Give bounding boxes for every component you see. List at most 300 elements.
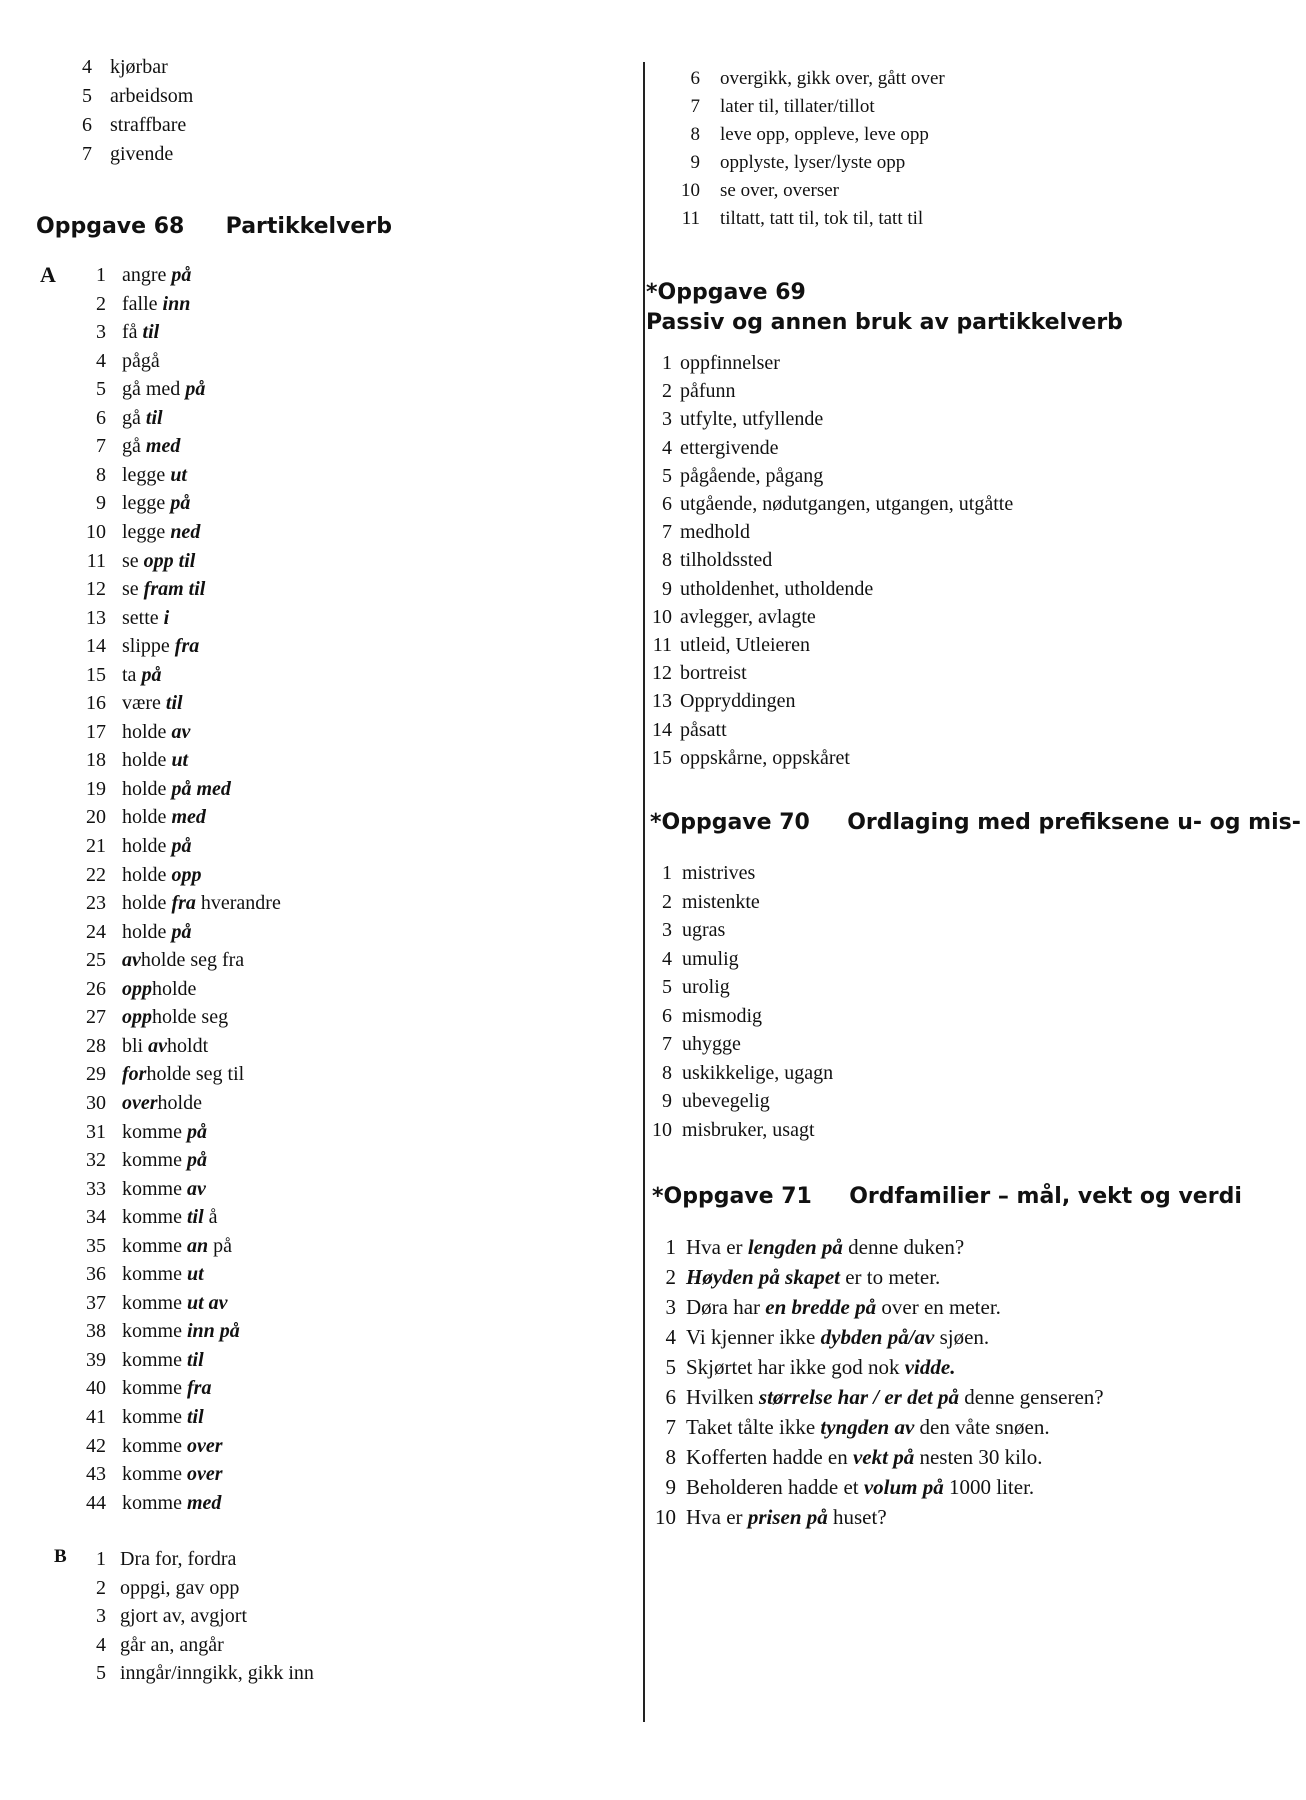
item-text-part: nesten 30 kilo. bbox=[914, 1445, 1043, 1469]
column-divider bbox=[643, 62, 645, 1722]
item-number: 43 bbox=[86, 1463, 106, 1486]
item-number: 10 bbox=[86, 520, 106, 543]
list-item bbox=[56, 1061, 244, 1087]
item-text: misbruker, usagt bbox=[682, 1118, 815, 1141]
item-text bbox=[122, 1490, 221, 1516]
item-text-part: sette bbox=[122, 606, 164, 629]
answer-emphasis: på med bbox=[171, 777, 231, 800]
list-item bbox=[56, 1033, 208, 1059]
list-item bbox=[646, 491, 1013, 517]
ex68-section-a-label: A bbox=[40, 262, 56, 287]
item-text: umulig bbox=[682, 947, 739, 970]
item-number: 15 bbox=[86, 663, 106, 686]
item-text bbox=[686, 1504, 887, 1530]
item-text-part: gå bbox=[122, 406, 146, 429]
item-text: uhygge bbox=[682, 1033, 741, 1055]
list-item bbox=[56, 462, 187, 488]
list-item bbox=[646, 946, 739, 972]
item-number: 5 bbox=[665, 1355, 676, 1379]
item-text: kjørbar bbox=[110, 56, 168, 78]
item-text: ettergivende bbox=[680, 436, 779, 459]
item-number: 35 bbox=[86, 1234, 106, 1257]
answer-emphasis: ut bbox=[187, 1263, 204, 1286]
answer-emphasis: opp bbox=[122, 977, 152, 1000]
item-text bbox=[122, 1318, 240, 1344]
answer-emphasis: opp bbox=[122, 1006, 152, 1029]
list-item bbox=[56, 1233, 232, 1259]
item-text: mistenkte bbox=[682, 890, 760, 913]
item-number: 40 bbox=[86, 1377, 106, 1400]
item-number: 20 bbox=[86, 806, 106, 829]
item-number: 10 bbox=[681, 180, 700, 201]
item-number: 10 bbox=[652, 1118, 672, 1141]
item-number: 4 bbox=[96, 349, 106, 372]
item-text bbox=[686, 1414, 1050, 1440]
answer-emphasis: til bbox=[187, 1348, 204, 1371]
answer-emphasis: inn på bbox=[187, 1320, 240, 1343]
answer-emphasis: fra bbox=[174, 635, 200, 658]
answer-emphasis: fram til bbox=[143, 578, 206, 601]
answer-emphasis: ut bbox=[171, 749, 189, 772]
item-number: 9 bbox=[662, 577, 672, 600]
answer-emphasis: vidde. bbox=[904, 1355, 956, 1379]
item-text bbox=[122, 519, 200, 545]
answer-emphasis: tyngden av bbox=[820, 1415, 915, 1439]
list-item bbox=[56, 519, 200, 545]
list-item bbox=[56, 919, 191, 945]
item-text bbox=[122, 376, 205, 402]
list-item bbox=[56, 890, 281, 916]
item-text-part: komme bbox=[122, 1348, 187, 1371]
item-number: 37 bbox=[86, 1291, 106, 1314]
list-item bbox=[646, 860, 755, 886]
item-number: 38 bbox=[86, 1320, 106, 1343]
ex71-title: *Oppgave 71 bbox=[652, 1184, 812, 1209]
item-number: 2 bbox=[96, 292, 106, 315]
answer-emphasis: til bbox=[187, 1206, 204, 1229]
answer-emphasis: av bbox=[148, 1034, 168, 1057]
item-text-part: komme bbox=[122, 1406, 187, 1428]
item-text-part: få bbox=[122, 321, 143, 344]
item-number: 4 bbox=[96, 1633, 106, 1656]
item-text-part: komme bbox=[122, 1291, 187, 1314]
list-item bbox=[56, 262, 191, 288]
item-text bbox=[122, 462, 187, 488]
item-text: straffbare bbox=[110, 114, 187, 136]
item-number: 23 bbox=[86, 892, 106, 915]
answer-emphasis: prisen på bbox=[747, 1505, 828, 1529]
answer-emphasis: ned bbox=[170, 520, 201, 543]
answer-emphasis: vekt på bbox=[852, 1445, 915, 1469]
item-text-part: på bbox=[208, 1234, 233, 1257]
list-item bbox=[56, 1404, 204, 1430]
answer-emphasis: av bbox=[171, 720, 191, 743]
item-number: 9 bbox=[96, 492, 106, 515]
item-number: 5 bbox=[82, 85, 92, 107]
answer-emphasis: lengden på bbox=[747, 1235, 843, 1259]
answer-emphasis: størrelse har / er det på bbox=[758, 1385, 959, 1409]
list-item bbox=[646, 917, 725, 943]
list-item bbox=[56, 1375, 211, 1401]
item-text: oppfinnelser bbox=[680, 352, 780, 374]
item-text: går an, angår bbox=[120, 1633, 224, 1656]
list-item bbox=[646, 1031, 741, 1057]
answer-emphasis: av bbox=[122, 949, 141, 972]
list-item bbox=[646, 1414, 1050, 1440]
list-item bbox=[646, 519, 750, 545]
item-text-part: holde bbox=[122, 777, 172, 800]
ex69-subtitle: Passiv og annen bruk av partikkelverb bbox=[646, 310, 1123, 335]
item-text-part: holde bbox=[157, 1091, 202, 1114]
item-number: 5 bbox=[96, 378, 106, 401]
list-item bbox=[56, 291, 190, 317]
item-number: 5 bbox=[96, 1662, 106, 1684]
answer-emphasis: fra bbox=[171, 892, 196, 915]
answer-emphasis: over bbox=[122, 1091, 158, 1114]
item-text-part: Hva er bbox=[686, 1235, 748, 1259]
item-text-part: holde bbox=[122, 892, 172, 915]
item-text bbox=[122, 1204, 218, 1230]
answer-emphasis: opp bbox=[171, 863, 202, 886]
item-text: bortreist bbox=[680, 662, 747, 685]
list-item bbox=[56, 1347, 204, 1373]
list-item bbox=[80, 1660, 314, 1686]
list-item bbox=[646, 1444, 1043, 1470]
item-text: ubevegelig bbox=[682, 1090, 770, 1112]
item-text-part: komme bbox=[122, 1234, 187, 1257]
item-text: oppgi, gav opp bbox=[120, 1576, 240, 1599]
item-number: 19 bbox=[86, 777, 106, 800]
list-item bbox=[668, 150, 905, 176]
list-item bbox=[56, 1490, 221, 1516]
item-text-part: hverandre bbox=[195, 892, 281, 915]
answer-emphasis: med bbox=[145, 435, 181, 458]
list-item bbox=[56, 947, 244, 973]
list-item bbox=[56, 1176, 206, 1202]
item-text bbox=[122, 919, 191, 945]
item-text-part: komme bbox=[122, 1120, 187, 1143]
item-text bbox=[122, 1033, 208, 1059]
item-number: 7 bbox=[662, 521, 672, 544]
item-number: 7 bbox=[690, 96, 700, 117]
list-item bbox=[80, 1546, 236, 1572]
list-item bbox=[646, 1264, 940, 1290]
item-number: 1 bbox=[96, 264, 106, 286]
item-text bbox=[122, 1004, 228, 1030]
item-number: 11 bbox=[86, 549, 106, 572]
item-text: givende bbox=[110, 143, 174, 165]
list-item bbox=[56, 319, 159, 345]
item-text bbox=[122, 719, 190, 745]
item-text bbox=[686, 1234, 964, 1260]
list-item bbox=[80, 1632, 224, 1658]
list-item bbox=[56, 1090, 202, 1116]
list-item bbox=[646, 406, 823, 432]
list-item bbox=[56, 1004, 228, 1030]
item-number: 9 bbox=[662, 1090, 672, 1112]
item-number: 7 bbox=[96, 435, 106, 458]
item-number: 14 bbox=[652, 718, 672, 741]
item-text-part: over en meter. bbox=[876, 1295, 1001, 1319]
item-text: gjort av, avgjort bbox=[120, 1605, 248, 1627]
item-text-part: holde seg til bbox=[146, 1063, 245, 1086]
item-text bbox=[122, 548, 195, 574]
item-number: 7 bbox=[662, 1033, 672, 1055]
list-item bbox=[646, 1324, 989, 1350]
ex70-title: *Oppgave 70 bbox=[650, 810, 810, 835]
list-item bbox=[646, 604, 816, 630]
ex69-title: *Oppgave 69 bbox=[646, 280, 806, 305]
item-number: 22 bbox=[86, 863, 106, 886]
item-number: 8 bbox=[662, 1061, 672, 1084]
item-text: utfylte, utfyllende bbox=[680, 408, 824, 431]
item-text bbox=[122, 976, 196, 1002]
item-text bbox=[122, 262, 191, 288]
item-number: 6 bbox=[665, 1385, 676, 1409]
ex70-heading bbox=[650, 810, 1301, 835]
item-number: 1 bbox=[662, 352, 672, 374]
list-item bbox=[646, 688, 796, 714]
item-text: inngår/inngikk, gikk inn bbox=[120, 1662, 314, 1684]
answer-emphasis: på bbox=[141, 663, 162, 686]
item-text: mistrives bbox=[682, 862, 756, 884]
list-item bbox=[668, 66, 945, 92]
list-item bbox=[646, 1088, 770, 1114]
answer-emphasis: til bbox=[165, 692, 183, 715]
item-number: 18 bbox=[86, 749, 106, 772]
item-number: 16 bbox=[86, 692, 106, 715]
item-number: 2 bbox=[665, 1265, 676, 1289]
answer-emphasis: med bbox=[187, 1491, 222, 1514]
list-item bbox=[56, 490, 190, 516]
item-text bbox=[122, 776, 231, 802]
item-number: 25 bbox=[86, 949, 106, 972]
list-item bbox=[56, 1204, 218, 1230]
item-text bbox=[686, 1444, 1043, 1470]
list-item bbox=[56, 576, 205, 602]
answer-emphasis: an bbox=[187, 1234, 209, 1257]
item-text bbox=[122, 1261, 204, 1287]
item-text-part: komme bbox=[122, 1206, 187, 1229]
item-text: leve opp, oppleve, leve opp bbox=[720, 124, 929, 145]
item-text bbox=[122, 862, 201, 888]
item-number: 29 bbox=[86, 1063, 106, 1086]
item-text bbox=[122, 319, 159, 345]
item-text bbox=[686, 1324, 989, 1350]
list-item bbox=[646, 1003, 762, 1029]
item-text bbox=[122, 1119, 207, 1145]
item-text bbox=[122, 405, 163, 431]
item-text: Dra for, fordra bbox=[120, 1548, 237, 1570]
item-number: 3 bbox=[662, 919, 672, 941]
item-number: 11 bbox=[652, 634, 672, 656]
item-text-part: Hva er bbox=[686, 1505, 748, 1529]
item-text-part: Kofferten hadde en bbox=[686, 1445, 853, 1469]
item-text-part: gå bbox=[122, 435, 146, 458]
item-text: overgikk, gikk over, gått over bbox=[720, 68, 945, 89]
item-text-part: holde bbox=[122, 749, 172, 772]
item-text-part: Beholderen hadde et bbox=[686, 1475, 864, 1499]
item-number: 9 bbox=[665, 1475, 676, 1499]
item-number: 4 bbox=[662, 947, 672, 970]
list-item bbox=[646, 378, 736, 404]
item-number: 32 bbox=[86, 1149, 106, 1172]
list-item bbox=[56, 1461, 223, 1487]
item-number: 36 bbox=[86, 1263, 106, 1286]
list-item bbox=[668, 94, 875, 120]
list-item bbox=[56, 862, 201, 888]
item-number: 3 bbox=[662, 408, 672, 431]
item-text: utgående, nødutgangen, utgangen, utgåtte bbox=[680, 493, 1014, 515]
list-item bbox=[80, 1575, 239, 1601]
item-text-part: holde bbox=[122, 920, 172, 943]
item-text-part: holde seg bbox=[152, 1006, 229, 1029]
item-text: ugras bbox=[682, 919, 726, 941]
item-text-part: Døra har bbox=[686, 1295, 766, 1319]
item-text-part: ta bbox=[122, 663, 142, 686]
list-item bbox=[646, 1354, 955, 1380]
list-item bbox=[56, 54, 168, 80]
list-item bbox=[56, 776, 231, 802]
item-text bbox=[122, 690, 183, 716]
list-item bbox=[56, 662, 161, 688]
list-item bbox=[646, 974, 730, 1000]
item-text bbox=[122, 804, 206, 830]
list-item bbox=[56, 112, 186, 138]
item-number: 17 bbox=[86, 720, 106, 743]
item-text-part: bli bbox=[122, 1034, 149, 1057]
item-text-part: komme bbox=[122, 1377, 187, 1400]
item-number: 6 bbox=[690, 68, 700, 89]
item-text bbox=[122, 1090, 202, 1116]
item-number: 24 bbox=[86, 920, 106, 943]
item-number: 7 bbox=[665, 1415, 676, 1439]
item-text bbox=[122, 1290, 228, 1316]
item-number: 3 bbox=[96, 321, 106, 344]
ex68-title: Oppgave 68 bbox=[36, 214, 185, 239]
ex68-heading bbox=[36, 214, 392, 239]
item-text bbox=[122, 890, 281, 916]
answer-emphasis: på bbox=[171, 264, 192, 286]
item-text: påfunn bbox=[680, 380, 736, 403]
list-item bbox=[646, 632, 810, 658]
answer-emphasis: på bbox=[170, 492, 191, 515]
item-text-part: angre bbox=[122, 264, 172, 286]
ex70-subtitle: Ordlaging med prefiksene u- og mis- bbox=[847, 810, 1301, 835]
item-text: Oppryddingen bbox=[680, 690, 796, 713]
list-item bbox=[668, 206, 923, 232]
item-text-part: Taket tålte ikke bbox=[686, 1415, 821, 1439]
item-number: 4 bbox=[82, 56, 92, 78]
item-text: se over, overser bbox=[720, 180, 839, 201]
item-text-part: komme bbox=[122, 1149, 187, 1172]
list-item bbox=[56, 548, 195, 574]
list-item bbox=[56, 719, 190, 745]
item-text-part: den våte snøen. bbox=[914, 1415, 1050, 1439]
item-number: 2 bbox=[662, 380, 672, 403]
item-text-part: denne duken? bbox=[842, 1235, 965, 1259]
answer-emphasis: dybden på/av bbox=[820, 1325, 935, 1349]
item-text-part: holdt bbox=[167, 1034, 209, 1057]
answer-emphasis: volum på bbox=[863, 1475, 944, 1499]
item-number: 26 bbox=[86, 977, 106, 1000]
item-text bbox=[122, 433, 180, 459]
item-text bbox=[122, 1347, 204, 1373]
list-item bbox=[646, 1234, 964, 1260]
item-number: 41 bbox=[86, 1406, 106, 1428]
list-item bbox=[646, 463, 823, 489]
item-number: 2 bbox=[662, 890, 672, 913]
item-number: 3 bbox=[665, 1295, 676, 1319]
item-number: 8 bbox=[665, 1445, 676, 1469]
list-item bbox=[646, 1060, 833, 1086]
item-text: utleid, Utleieren bbox=[680, 634, 810, 656]
item-text-part: gå med bbox=[122, 378, 186, 401]
list-item bbox=[646, 576, 873, 602]
item-text-part: legge bbox=[122, 520, 171, 543]
list-item bbox=[56, 747, 188, 773]
item-text-part: være bbox=[122, 692, 166, 715]
answer-emphasis: med bbox=[171, 806, 206, 829]
item-number: 15 bbox=[652, 746, 672, 769]
item-text: arbeidsom bbox=[110, 85, 194, 107]
list-item bbox=[56, 83, 193, 109]
answer-emphasis: på bbox=[171, 835, 192, 857]
item-text: urolig bbox=[682, 976, 730, 998]
list-item bbox=[56, 633, 199, 659]
item-number: 6 bbox=[662, 493, 672, 515]
item-text bbox=[686, 1354, 955, 1380]
item-number: 1 bbox=[96, 1548, 106, 1570]
item-text bbox=[122, 662, 161, 688]
item-text-part: pågå bbox=[122, 349, 160, 372]
list-item bbox=[646, 1504, 887, 1530]
list-item bbox=[646, 1384, 1104, 1410]
list-item bbox=[646, 660, 747, 686]
item-number: 4 bbox=[665, 1325, 676, 1349]
item-number: 34 bbox=[86, 1206, 106, 1229]
item-number: 28 bbox=[86, 1034, 106, 1057]
list-item bbox=[56, 690, 183, 716]
item-text bbox=[122, 490, 190, 516]
list-item bbox=[56, 433, 180, 459]
item-text bbox=[686, 1294, 1001, 1320]
list-item bbox=[56, 833, 191, 859]
list-item bbox=[56, 1261, 204, 1287]
item-text: utholdenhet, utholdende bbox=[680, 577, 874, 600]
item-number: 10 bbox=[652, 605, 672, 628]
item-number: 39 bbox=[86, 1348, 106, 1371]
item-number: 12 bbox=[86, 578, 106, 601]
item-text: opplyste, lyser/lyste opp bbox=[720, 152, 906, 173]
ex68-section-b-label: B bbox=[54, 1546, 67, 1567]
item-number: 5 bbox=[662, 464, 672, 487]
answer-emphasis: over bbox=[187, 1463, 223, 1486]
list-item bbox=[56, 1318, 240, 1344]
answer-emphasis: til bbox=[145, 406, 163, 429]
list-item bbox=[56, 348, 160, 374]
list-item bbox=[56, 1290, 228, 1316]
item-text-part: komme bbox=[122, 1463, 187, 1486]
item-number: 6 bbox=[82, 114, 92, 136]
list-item bbox=[646, 1117, 815, 1143]
item-text bbox=[122, 747, 188, 773]
item-text-part: se bbox=[122, 578, 144, 601]
answer-emphasis: på bbox=[187, 1120, 207, 1143]
list-item bbox=[56, 1147, 207, 1173]
list-item bbox=[80, 1603, 247, 1629]
item-text bbox=[122, 291, 190, 317]
